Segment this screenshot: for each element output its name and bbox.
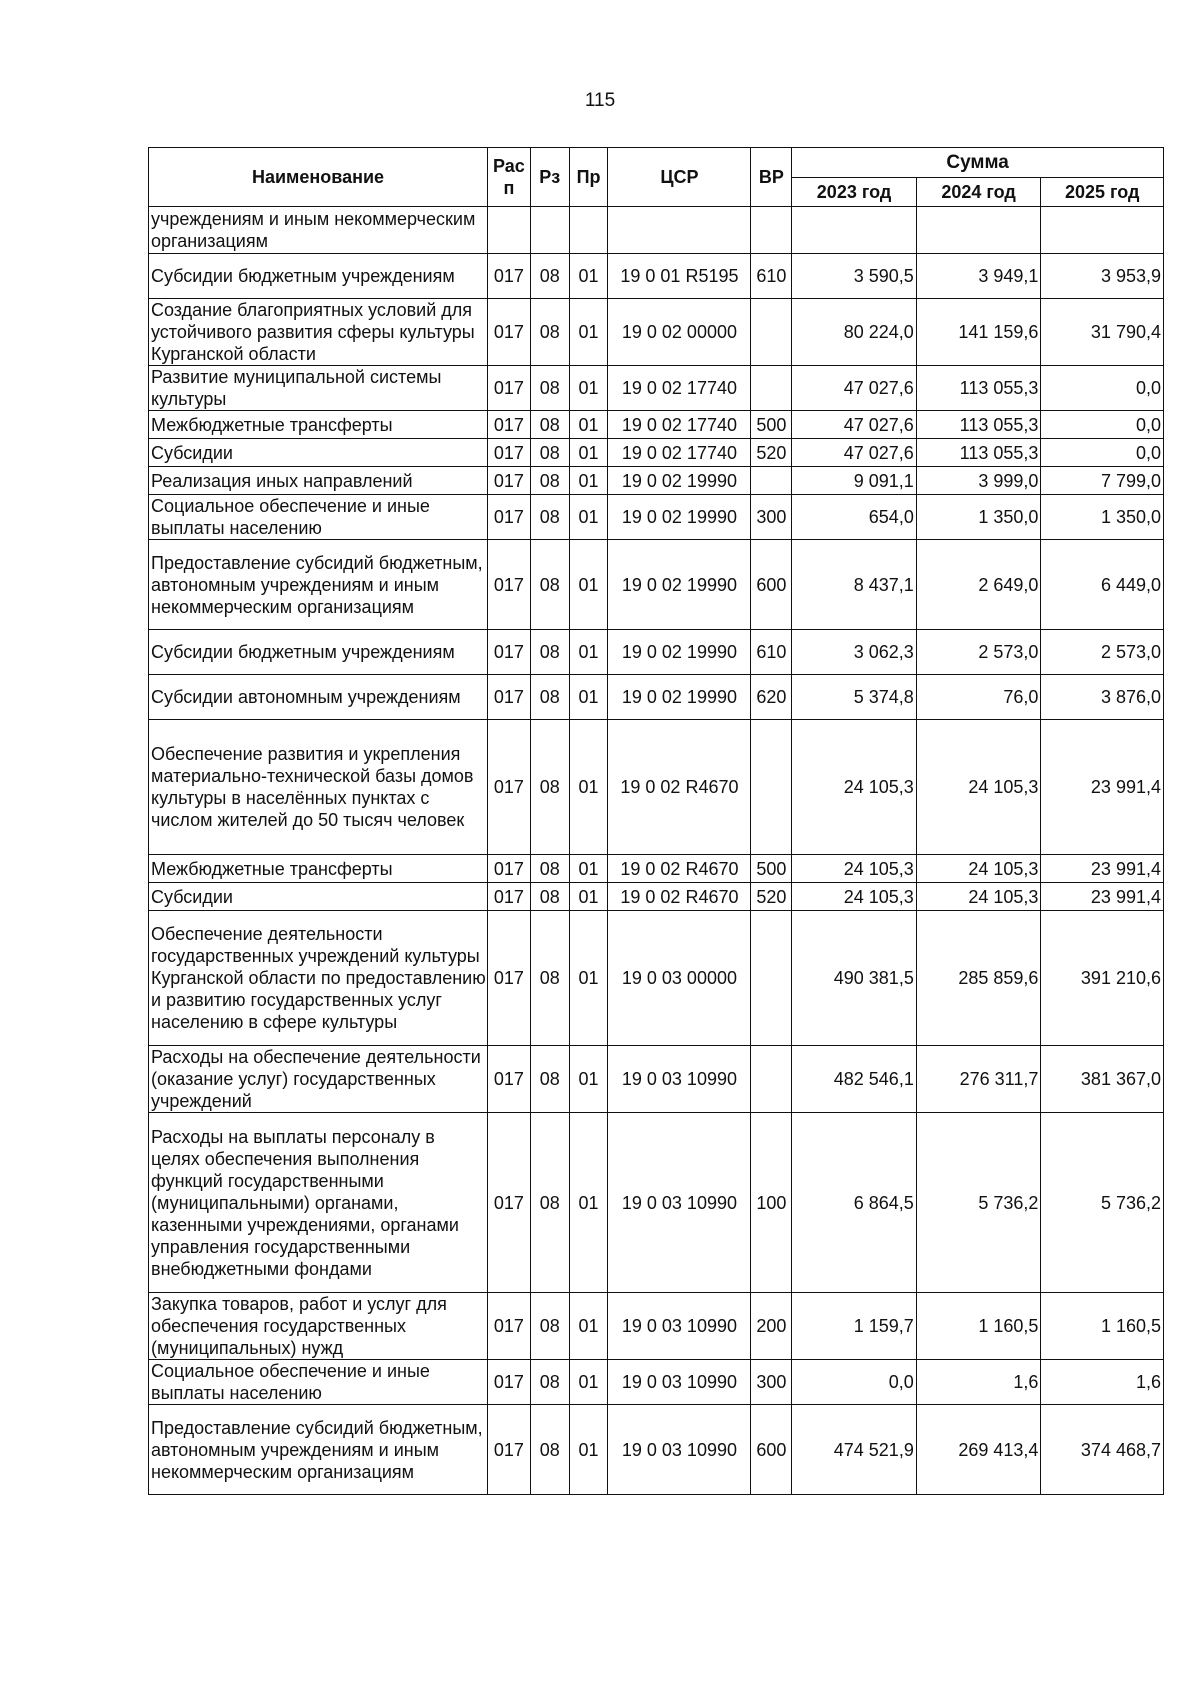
header-rz: Рз: [530, 148, 569, 207]
cell-name: Субсидии бюджетным учреждениям: [149, 254, 488, 299]
cell-2024: [916, 207, 1041, 254]
cell-rz: 08: [530, 855, 569, 883]
cell-2025: 0,0: [1041, 439, 1164, 467]
cell-2025: 23 991,4: [1041, 720, 1164, 855]
cell-2025: 5 736,2: [1041, 1113, 1164, 1293]
cell-2023: 1 159,7: [792, 1293, 917, 1360]
table-row: [149, 720, 1164, 855]
cell-csr: 19 0 02 19990: [608, 467, 751, 495]
cell-2024: 2 649,0: [916, 540, 1041, 630]
header-2023: 2023 год: [792, 178, 917, 207]
cell-pr: 01: [569, 366, 608, 411]
cell-2025: 391 210,6: [1041, 911, 1164, 1046]
cell-rz: 08: [530, 495, 569, 540]
header-csr: ЦСР: [608, 148, 751, 207]
table-row: [149, 254, 1164, 299]
cell-2025: 0,0: [1041, 411, 1164, 439]
cell-pr: 01: [569, 299, 608, 366]
cell-2024: 269 413,4: [916, 1405, 1041, 1495]
cell-rz: 08: [530, 1113, 569, 1293]
cell-csr: 19 0 01 R5195: [608, 254, 751, 299]
cell-vr: 200: [751, 1293, 792, 1360]
cell-rasp: 017: [488, 366, 531, 411]
cell-rz: 08: [530, 467, 569, 495]
cell-name: Социальное обеспечение и иные выплаты населению: [149, 1360, 488, 1405]
cell-name: Расходы на обеспечение деятельности (оказание услуг) государственных учреждений: [149, 1046, 488, 1113]
cell-rasp: 017: [488, 1360, 531, 1405]
table-row: [149, 675, 1164, 720]
cell-2025: 7 799,0: [1041, 467, 1164, 495]
cell-2023: 47 027,6: [792, 411, 917, 439]
cell-vr: 300: [751, 495, 792, 540]
budget-table: [148, 147, 1164, 1495]
cell-rz: 08: [530, 299, 569, 366]
cell-2023: 6 864,5: [792, 1113, 917, 1293]
cell-rasp: 017: [488, 675, 531, 720]
cell-vr: 600: [751, 540, 792, 630]
cell-vr: 610: [751, 254, 792, 299]
cell-vr: 620: [751, 675, 792, 720]
table-row: [149, 366, 1164, 411]
cell-rz: 08: [530, 675, 569, 720]
cell-pr: 01: [569, 467, 608, 495]
cell-pr: 01: [569, 1405, 608, 1495]
cell-2023: 490 381,5: [792, 911, 917, 1046]
cell-pr: [569, 207, 608, 254]
cell-rz: 08: [530, 1360, 569, 1405]
cell-rz: [530, 207, 569, 254]
table-row: [149, 630, 1164, 675]
cell-rasp: 017: [488, 1293, 531, 1360]
cell-2023: 482 546,1: [792, 1046, 917, 1113]
cell-2025: 1 350,0: [1041, 495, 1164, 540]
table-header: [149, 148, 1164, 207]
cell-name: Создание благоприятных условий для устойчивого развития сферы культуры Курганской области: [149, 299, 488, 366]
cell-csr: 19 0 02 19990: [608, 495, 751, 540]
cell-2024: 3 999,0: [916, 467, 1041, 495]
cell-name: Предоставление субсидий бюджетным, автономным учреждениям и иным некоммерческим организациям: [149, 540, 488, 630]
cell-vr: 100: [751, 1113, 792, 1293]
cell-csr: [608, 207, 751, 254]
cell-2023: 8 437,1: [792, 540, 917, 630]
table-row: [149, 299, 1164, 366]
cell-vr: [751, 1046, 792, 1113]
cell-2024: 24 105,3: [916, 883, 1041, 911]
header-2025: 2025 год: [1041, 178, 1164, 207]
cell-rz: 08: [530, 1046, 569, 1113]
table-row: [149, 1113, 1164, 1293]
cell-csr: 19 0 03 10990: [608, 1113, 751, 1293]
cell-csr: 19 0 03 10990: [608, 1405, 751, 1495]
cell-csr: 19 0 02 17740: [608, 366, 751, 411]
cell-name: Обеспечение развития и укрепления материально-технической базы домов культуры в населённых пунктах с числом жителей до 50 тысяч человек: [149, 720, 488, 855]
cell-2023: 24 105,3: [792, 883, 917, 911]
table-row: [149, 411, 1164, 439]
cell-vr: [751, 299, 792, 366]
cell-rz: 08: [530, 720, 569, 855]
cell-vr: [751, 720, 792, 855]
header-pr: Пр: [569, 148, 608, 207]
cell-name: Расходы на выплаты персоналу в целях обеспечения выполнения функций государственными (муниципальными) органами, казенными учреждениями, органами управления государственными внебюджетными фондами: [149, 1113, 488, 1293]
cell-rz: 08: [530, 883, 569, 911]
header-rasp: Рас п: [488, 148, 531, 207]
cell-2025: 23 991,4: [1041, 883, 1164, 911]
cell-rasp: 017: [488, 254, 531, 299]
cell-rasp: [488, 207, 531, 254]
cell-name: Реализация иных направлений: [149, 467, 488, 495]
page-number: 115: [584, 90, 616, 111]
cell-rasp: 017: [488, 439, 531, 467]
cell-2025: 1 160,5: [1041, 1293, 1164, 1360]
cell-vr: [751, 207, 792, 254]
cell-csr: 19 0 02 R4670: [608, 855, 751, 883]
cell-csr: 19 0 02 19990: [608, 540, 751, 630]
cell-pr: 01: [569, 911, 608, 1046]
cell-csr: 19 0 03 10990: [608, 1293, 751, 1360]
cell-pr: 01: [569, 675, 608, 720]
table-row: [149, 855, 1164, 883]
cell-name: Субсидии: [149, 883, 488, 911]
cell-name: Социальное обеспечение и иные выплаты населению: [149, 495, 488, 540]
cell-csr: 19 0 02 00000: [608, 299, 751, 366]
cell-pr: 01: [569, 855, 608, 883]
cell-vr: [751, 911, 792, 1046]
cell-name: Развитие муниципальной системы культуры: [149, 366, 488, 411]
cell-vr: 500: [751, 855, 792, 883]
cell-rz: 08: [530, 439, 569, 467]
cell-2024: 3 949,1: [916, 254, 1041, 299]
cell-pr: 01: [569, 1113, 608, 1293]
cell-2024: 76,0: [916, 675, 1041, 720]
cell-rz: 08: [530, 911, 569, 1046]
cell-rasp: 017: [488, 299, 531, 366]
cell-vr: [751, 366, 792, 411]
cell-rz: 08: [530, 630, 569, 675]
cell-2023: 3 062,3: [792, 630, 917, 675]
table-body: [149, 207, 1164, 1495]
cell-rasp: 017: [488, 720, 531, 855]
cell-2025: 381 367,0: [1041, 1046, 1164, 1113]
cell-2025: 31 790,4: [1041, 299, 1164, 366]
cell-pr: 01: [569, 1046, 608, 1113]
table-row: [149, 1360, 1164, 1405]
cell-pr: 01: [569, 630, 608, 675]
cell-2023: 5 374,8: [792, 675, 917, 720]
cell-2023: 80 224,0: [792, 299, 917, 366]
cell-pr: 01: [569, 439, 608, 467]
cell-2023: [792, 207, 917, 254]
table-row: [149, 911, 1164, 1046]
cell-csr: 19 0 02 17740: [608, 439, 751, 467]
cell-2024: 276 311,7: [916, 1046, 1041, 1113]
header-vr: ВР: [751, 148, 792, 207]
cell-pr: 01: [569, 254, 608, 299]
cell-2023: 474 521,9: [792, 1405, 917, 1495]
cell-2023: 47 027,6: [792, 366, 917, 411]
cell-2023: 9 091,1: [792, 467, 917, 495]
cell-csr: 19 0 03 00000: [608, 911, 751, 1046]
cell-2023: 24 105,3: [792, 855, 917, 883]
cell-vr: 600: [751, 1405, 792, 1495]
table-row: [149, 467, 1164, 495]
cell-2023: 24 105,3: [792, 720, 917, 855]
cell-name: Субсидии автономным учреждениям: [149, 675, 488, 720]
header-2024: 2024 год: [916, 178, 1041, 207]
cell-rz: 08: [530, 1405, 569, 1495]
cell-rz: 08: [530, 1293, 569, 1360]
cell-vr: 520: [751, 883, 792, 911]
cell-2025: 2 573,0: [1041, 630, 1164, 675]
table-row: [149, 883, 1164, 911]
cell-name: Обеспечение деятельности государственных учреждений культуры Курганской области по предоставлению и развитию государственных услуг населению в сфере культуры: [149, 911, 488, 1046]
cell-2024: 5 736,2: [916, 1113, 1041, 1293]
table-row: [149, 540, 1164, 630]
cell-pr: 01: [569, 720, 608, 855]
cell-rasp: 017: [488, 630, 531, 675]
cell-2023: 654,0: [792, 495, 917, 540]
header-name: Наименование: [149, 148, 488, 207]
cell-name: Закупка товаров, работ и услуг для обеспечения государственных (муниципальных) нужд: [149, 1293, 488, 1360]
cell-csr: 19 0 02 17740: [608, 411, 751, 439]
table-row: [149, 439, 1164, 467]
cell-csr: 19 0 03 10990: [608, 1046, 751, 1113]
table-row: [149, 207, 1164, 254]
cell-2024: 1,6: [916, 1360, 1041, 1405]
cell-2024: 141 159,6: [916, 299, 1041, 366]
cell-2025: 1,6: [1041, 1360, 1164, 1405]
cell-2025: [1041, 207, 1164, 254]
cell-2025: 3 953,9: [1041, 254, 1164, 299]
cell-rasp: 017: [488, 855, 531, 883]
cell-rasp: 017: [488, 1046, 531, 1113]
cell-rasp: 017: [488, 1113, 531, 1293]
cell-name: Межбюджетные трансферты: [149, 855, 488, 883]
cell-rasp: 017: [488, 911, 531, 1046]
cell-2025: 23 991,4: [1041, 855, 1164, 883]
table-row: [149, 1046, 1164, 1113]
table-row: [149, 1293, 1164, 1360]
cell-rasp: 017: [488, 495, 531, 540]
cell-2025: 6 449,0: [1041, 540, 1164, 630]
cell-2024: 285 859,6: [916, 911, 1041, 1046]
table-row: [149, 1405, 1164, 1495]
cell-rasp: 017: [488, 467, 531, 495]
cell-name: Субсидии: [149, 439, 488, 467]
cell-vr: 610: [751, 630, 792, 675]
cell-2024: 113 055,3: [916, 366, 1041, 411]
cell-rz: 08: [530, 411, 569, 439]
cell-name: Предоставление субсидий бюджетным, автономным учреждениям и иным некоммерческим организациям: [149, 1405, 488, 1495]
cell-2025: 3 876,0: [1041, 675, 1164, 720]
cell-vr: [751, 467, 792, 495]
cell-csr: 19 0 02 19990: [608, 675, 751, 720]
cell-2025: 0,0: [1041, 366, 1164, 411]
cell-vr: 300: [751, 1360, 792, 1405]
cell-rasp: 017: [488, 411, 531, 439]
cell-name: Субсидии бюджетным учреждениям: [149, 630, 488, 675]
cell-pr: 01: [569, 1360, 608, 1405]
cell-2024: 24 105,3: [916, 720, 1041, 855]
table-row: [149, 495, 1164, 540]
cell-2024: 1 350,0: [916, 495, 1041, 540]
cell-vr: 520: [751, 439, 792, 467]
cell-rasp: 017: [488, 1405, 531, 1495]
cell-pr: 01: [569, 411, 608, 439]
cell-2024: 2 573,0: [916, 630, 1041, 675]
cell-2023: 3 590,5: [792, 254, 917, 299]
cell-name: учреждениям и иным некоммерческим организациям: [149, 207, 488, 254]
cell-pr: 01: [569, 1293, 608, 1360]
cell-rz: 08: [530, 254, 569, 299]
cell-csr: 19 0 02 19990: [608, 630, 751, 675]
cell-pr: 01: [569, 883, 608, 911]
cell-pr: 01: [569, 495, 608, 540]
cell-csr: 19 0 03 10990: [608, 1360, 751, 1405]
cell-rz: 08: [530, 540, 569, 630]
cell-csr: 19 0 02 R4670: [608, 720, 751, 855]
cell-csr: 19 0 02 R4670: [608, 883, 751, 911]
cell-2024: 1 160,5: [916, 1293, 1041, 1360]
cell-rasp: 017: [488, 540, 531, 630]
cell-2025: 374 468,7: [1041, 1405, 1164, 1495]
cell-2024: 113 055,3: [916, 411, 1041, 439]
cell-rz: 08: [530, 366, 569, 411]
cell-rasp: 017: [488, 883, 531, 911]
cell-pr: 01: [569, 540, 608, 630]
cell-2023: 0,0: [792, 1360, 917, 1405]
cell-vr: 500: [751, 411, 792, 439]
cell-2024: 24 105,3: [916, 855, 1041, 883]
cell-name: Межбюджетные трансферты: [149, 411, 488, 439]
cell-2023: 47 027,6: [792, 439, 917, 467]
cell-2024: 113 055,3: [916, 439, 1041, 467]
header-sum: Сумма: [792, 148, 1164, 178]
